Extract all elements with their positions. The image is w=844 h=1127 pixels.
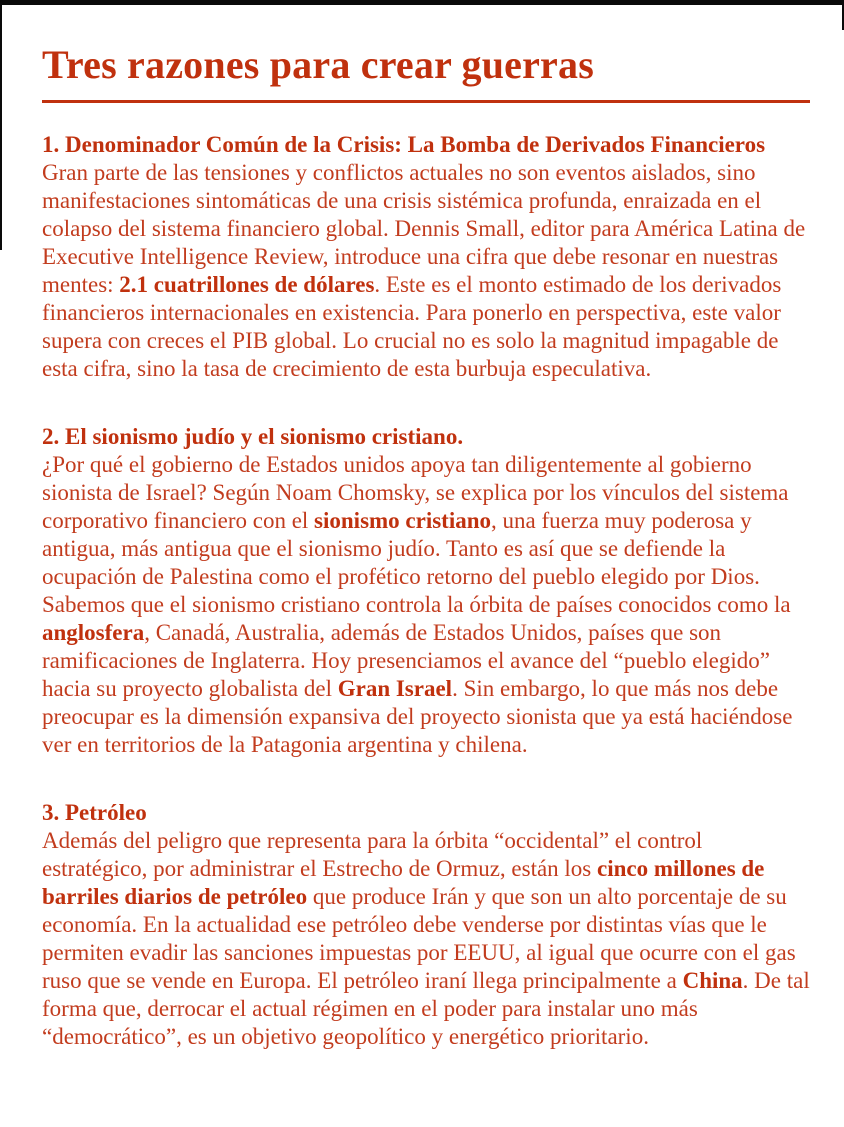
sections-container [42,131,812,1051]
bold-text-run: cinco millones de barriles diarios de petróleo [42,856,765,909]
text-run: Gran parte de las tensiones y conflictos actuales no son eventos aislados, sino manifestaciones sintomáticas de una crisis sistémica profunda, enraizada en el colapso del sistema financiero global. Dennis Small, editor para América Latina de Executive Intelligence Review, introduce una cifra que debe resonar en nuestras mentes: [42,160,806,297]
title-divider [42,100,810,103]
text-run: que produce Irán y que son un alto porcentaje de su economía. En la actualidad ese petróleo debe venderse por distintas vías que le permiten evadir las sanciones impuestas por EEUU, al igual que ocurre con el gas ruso que se vende en Europa. El petróleo iraní llega principalmente a [42,884,796,993]
text-run: . De tal forma que, derrocar el actual régimen en el poder para instalar uno más “democrático”, es un objetivo geopolítico y energético prioritario. [42,968,810,1049]
section [42,799,812,1051]
bold-text-run: sionismo cristiano [314,508,492,533]
text-run: , Canadá, Australia, además de Estados Unidos, países que son ramificaciones de Inglaterra. Hoy presenciamos el avance del “pueblo elegido” hacia su proyecto globalista del [42,620,770,701]
section-heading: 2. El sionismo judío y el sionismo cristiano. [42,424,464,449]
section-heading: 3. Petróleo [42,800,147,825]
text-run: , una fuerza muy poderosa y antigua, más antigua que el sionismo judío. Tanto es así que se defiende la ocupación de Palestina como el profético retorno del pueblo elegido por Dios. Sabemos que el sionismo cristiano controla la órbita de países conocidos como la [42,508,791,617]
text-run: Además del peligro que representa para la órbita “occidental” el control estratégico, por administrar el Estrecho de Ormuz, están los [42,828,703,881]
section-heading: 1. Denominador Común de la Crisis: La Bomba de Derivados Financieros [42,132,766,157]
bold-text-run: 2.1 cuatrillones de dólares [119,272,375,297]
page-title: Tres razones para crear guerras [42,42,594,87]
text-run: ¿Por qué el gobierno de Estados unidos apoya tan diligentemente al gobierno sionista de Israel? Según Noam Chomsky, se explica por los vínculos del sistema corporativo financiero con el [42,452,789,533]
text-run: . Sin embargo, lo que más nos debe preocupar es la dimensión expansiva del proyecto sionista que ya está haciéndose ver en territorios de la Patagonia argentina y chilena. [42,676,793,757]
bold-text-run: China [682,968,743,993]
section-paragraph [42,827,812,1051]
section [42,131,812,383]
bold-text-run: Gran Israel [337,676,453,701]
section-paragraph [42,159,812,383]
section [42,423,812,759]
text-run: . Este es el monto estimado de los derivados financieros internacionales en existencia. Para ponerlo en perspectiva, este valor supera con creces el PIB global. Lo crucial no es solo la magnitud impagable de esta cifra, sino la tasa de crecimiento de esta burbuja especulativa. [42,272,782,381]
bold-text-run: anglosfera [42,620,145,645]
section-paragraph [42,451,812,759]
